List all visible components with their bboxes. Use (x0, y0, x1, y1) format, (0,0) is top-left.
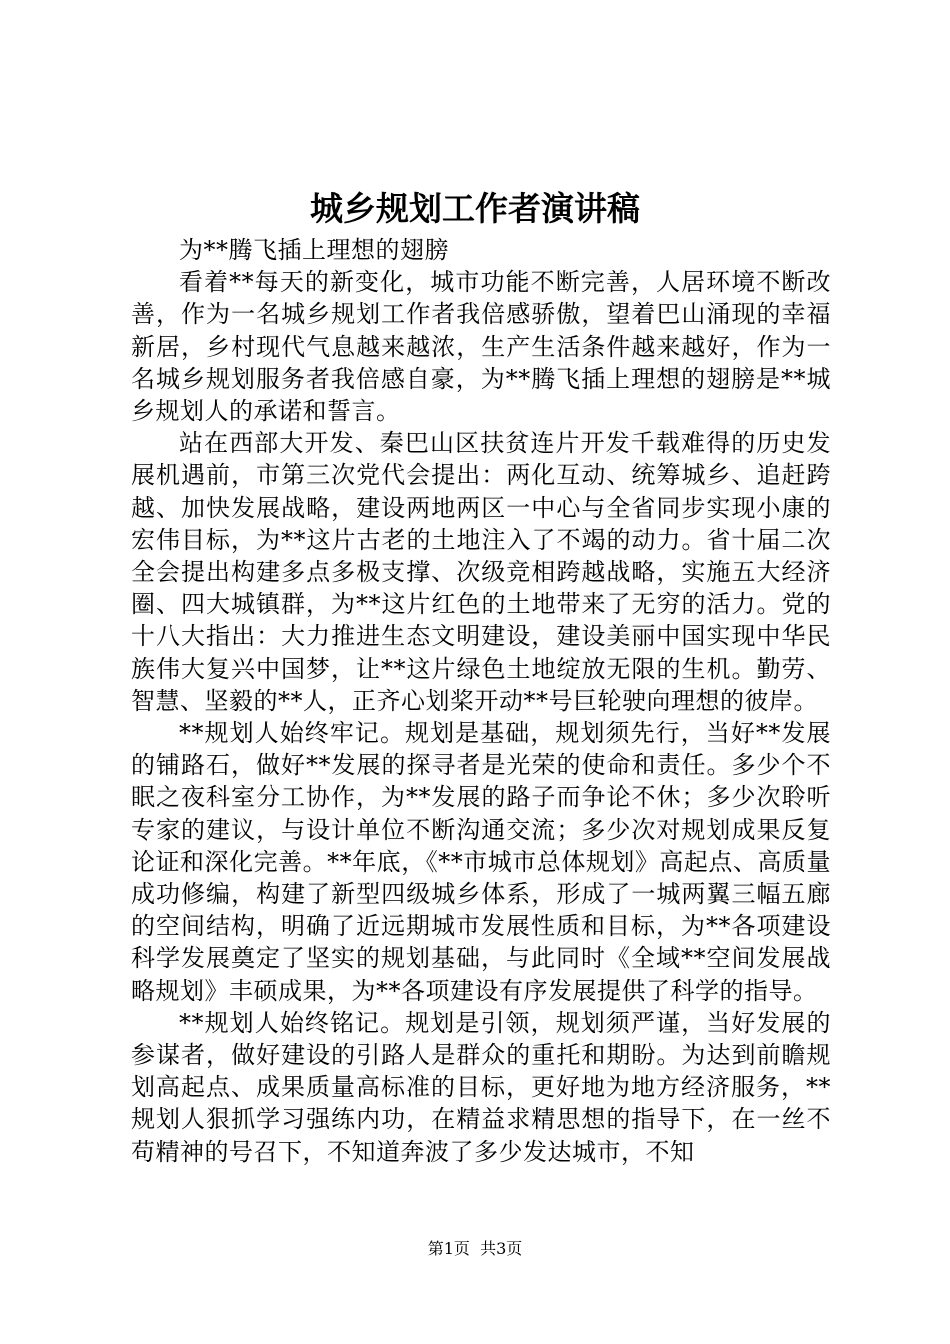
page-footer (0, 1238, 950, 1260)
page-total: 共3页 (480, 1239, 523, 1258)
paragraph-1: 看着**每天的新变化，城市功能不断完善，人居环境不断改善，作为一名城乡规划工作者我倍感骄傲，望着巴山涌现的幸福新居，乡村现代气息越来越浓，生产生活条件越来越好，作为一名城乡规划服务者我倍感自豪，为**腾飞插上理想的翅膀是**城乡规划人的承诺和誓言。 (131, 268, 831, 426)
document-body (131, 234, 831, 1168)
footer-separator (470, 1239, 480, 1258)
paragraph-2: 站在西部大开发、秦巴山区扶贫连片开发千载难得的历史发展机遇前，市第三次党代会提出：两化互动、统筹城乡、追赶跨越、加快发展战略，建设两地两区一中心与全省同步实现小康的宏伟目标，为**这片古老的土地注入了不竭的动力。省十届二次全会提出构建多点多极支撑、次级竞相跨越战略，实施五大经济圈、四大城镇群，为**这片红色的土地带来了无穷的活力。党的十八大指出：大力推进生态文明建设，建设美丽中国实现中华民族伟大复兴中国梦，让**这片绿色土地绽放无限的生机。勤劳、智慧、坚毅的**人，正齐心划桨开动**号巨轮驶向理想的彼岸。 (131, 429, 831, 715)
paragraph-3: **规划人始终牢记。规划是基础，规划须先行，当好**发展的铺路石，做好**发展的探寻者是光荣的使命和责任。多少个不眠之夜科室分工协作，为**发展的路子而争论不休；多少次聆听专家的建议，与设计单位不断沟通交流；多少次对规划成果反复论证和深化完善。**年底，《**市城市总体规划》高起点、高质量成功修编，构建了新型四级城乡体系，形成了一城两翼三幅五廊的空间结构，明确了近远期城市发展性质和目标，为**各项建设科学发展奠定了坚实的规划基础，与此同时《全域**空间发展战略规划》丰硕成果，为**各项建设有序发展提供了科学的指导。 (131, 719, 831, 1005)
page-number: 第1页 (427, 1239, 470, 1258)
paragraph-subtitle: 为**腾飞插上理想的翅膀 (179, 236, 449, 264)
paragraph-4: **规划人始终铭记。规划是引领，规划须严谨，当好发展的参谋者，做好建设的引路人是群众的重托和期盼。为达到前瞻规划高起点、成果质量高标准的目标，更好地为地方经济服务，**规划人狠抓学习强练内功，在精益求精思想的指导下，在一丝不苟精神的号召下，不知道奔波了多少发达城市，不知 (131, 1008, 831, 1166)
document-title: 城乡规划工作者演讲稿 (310, 189, 640, 228)
